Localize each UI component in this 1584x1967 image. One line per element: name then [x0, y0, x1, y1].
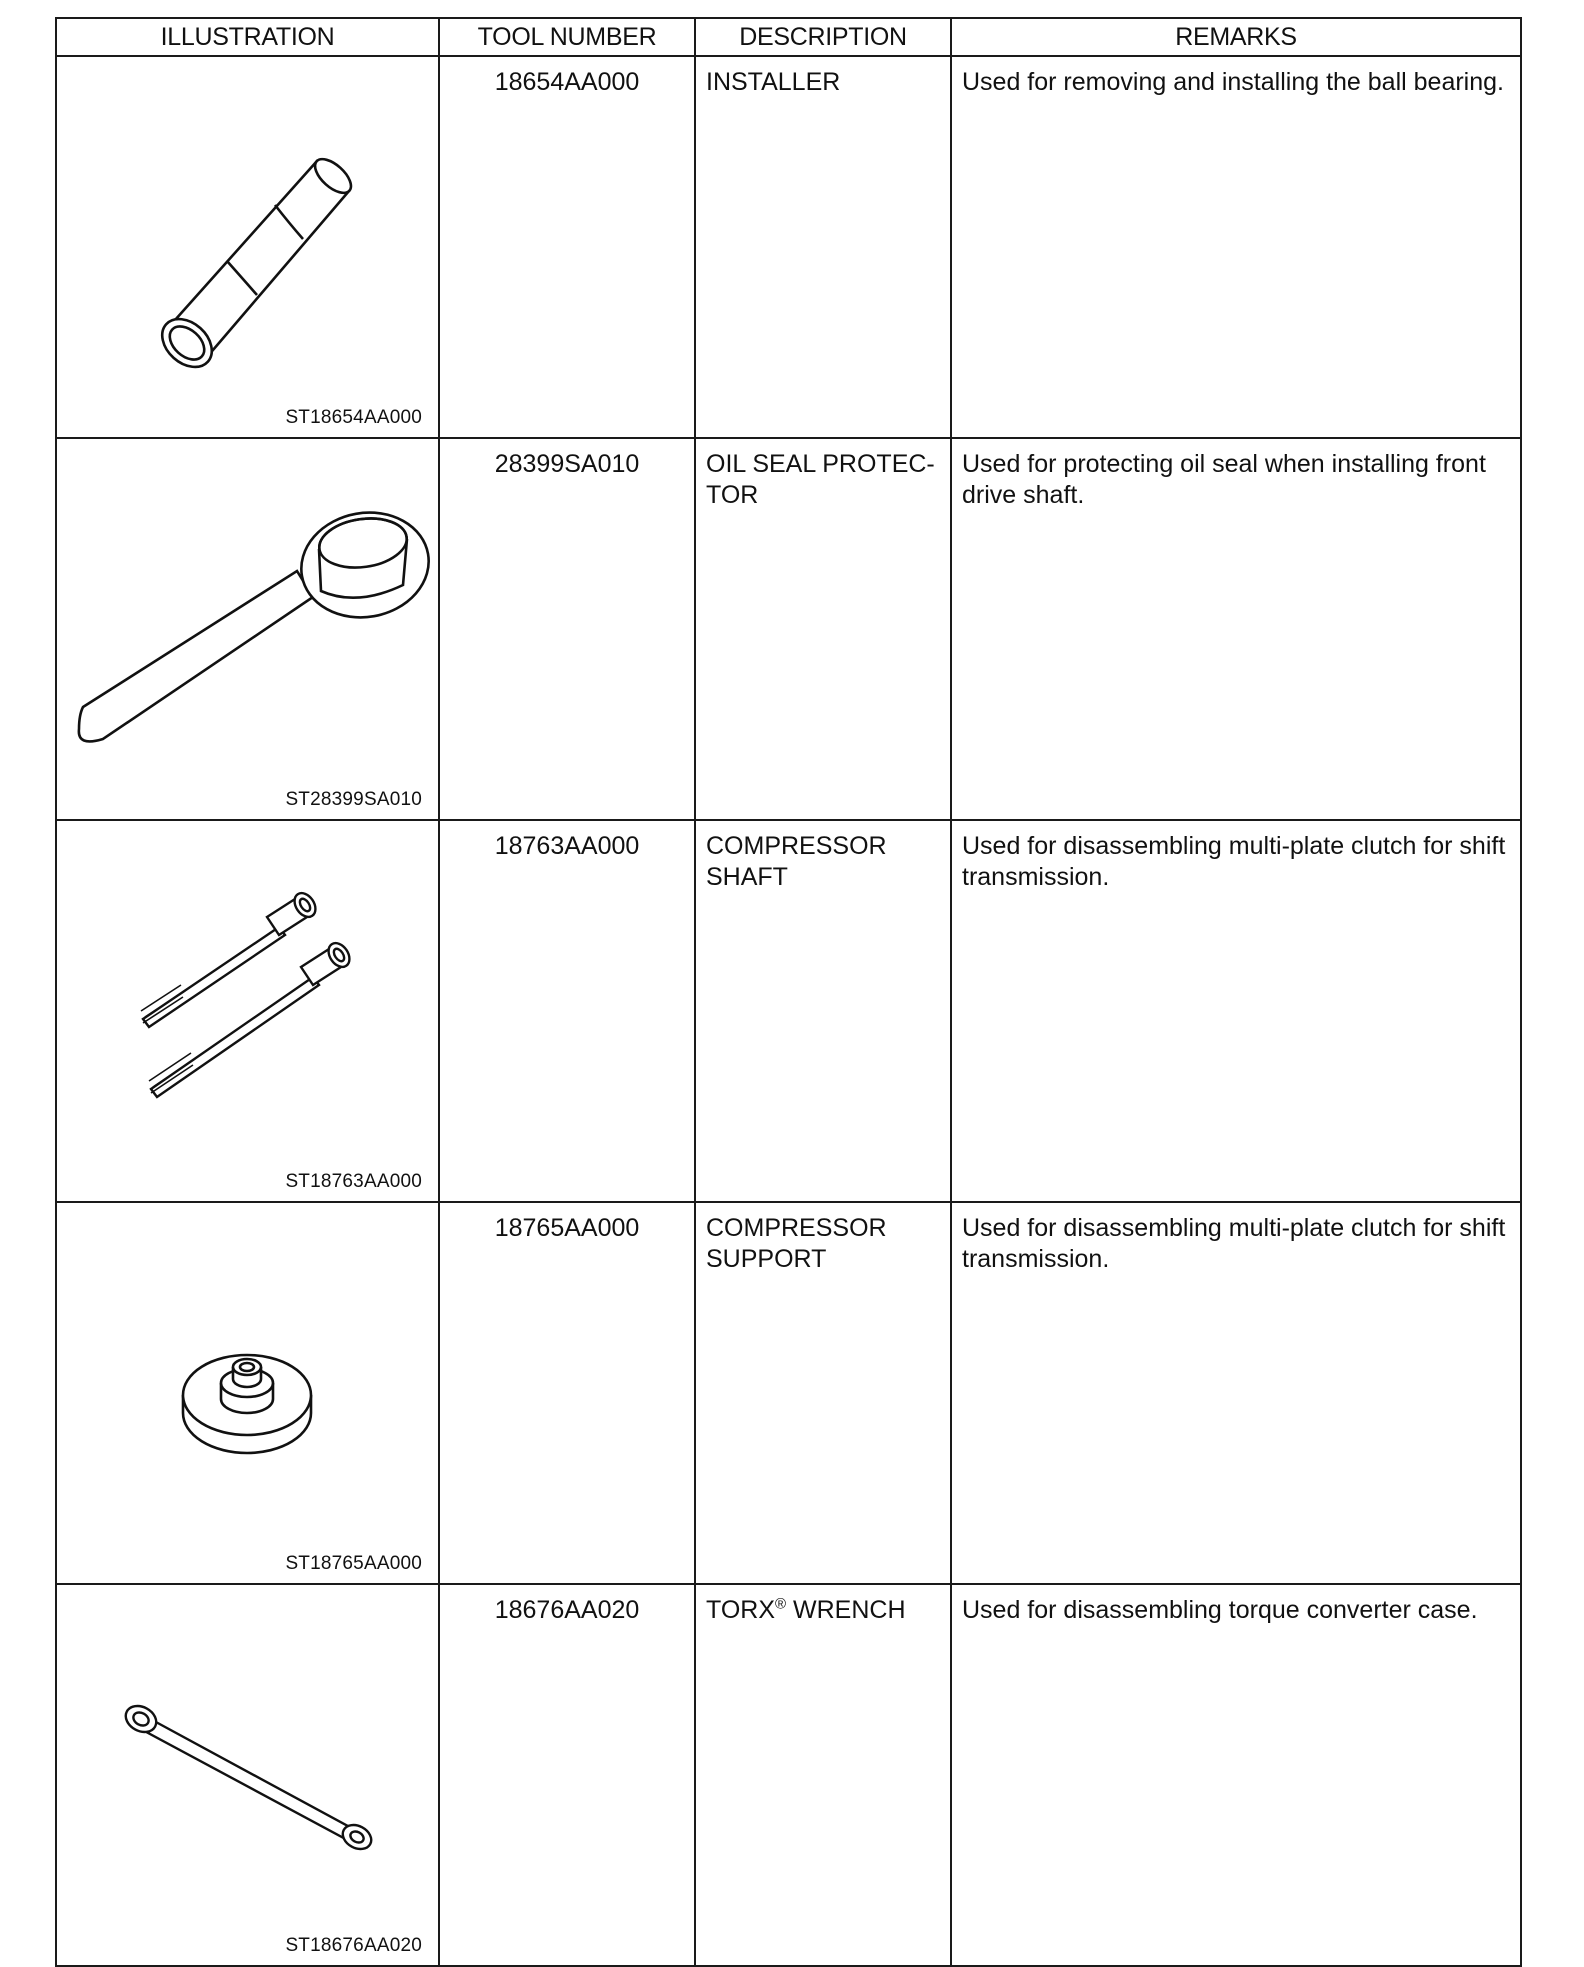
illustration-cell	[56, 1584, 439, 1966]
remarks-cell: Used for disassembling multi-plate clutch for shift transmission.	[951, 820, 1521, 1202]
compressor-shaft-icon	[57, 821, 438, 1193]
remarks-cell: Used for protecting oil seal when installing front drive shaft.	[951, 438, 1521, 820]
description-cell: TORX® WRENCH	[695, 1584, 951, 1966]
header-illustration: ILLUSTRATION	[56, 18, 439, 56]
illustration-code: ST28399SA010	[285, 789, 422, 810]
tool-number-cell: 18763AA000	[439, 820, 695, 1202]
tool-number-cell: 18676AA020	[439, 1584, 695, 1966]
remarks-cell: Used for disassembling torque converter case.	[951, 1584, 1521, 1966]
remarks-cell: Used for removing and installing the ball bearing.	[951, 56, 1521, 438]
description-cell: COMPRESSOR SUPPORT	[695, 1202, 951, 1584]
table-row	[56, 1584, 1521, 1966]
tool-number-cell: 18654AA000	[439, 56, 695, 438]
description-cell: INSTALLER	[695, 56, 951, 438]
illustration-cell	[56, 820, 439, 1202]
table-row	[56, 820, 1521, 1202]
illustration-code: ST18676AA020	[285, 1935, 422, 1956]
illustration-code: ST18765AA000	[285, 1553, 422, 1574]
compressor-support-icon	[57, 1203, 438, 1575]
illustration-cell	[56, 56, 439, 438]
header-row	[56, 18, 1521, 56]
table-row	[56, 56, 1521, 438]
tool-number-cell: 28399SA010	[439, 438, 695, 820]
illustration-code: ST18763AA000	[285, 1171, 422, 1192]
header-description: DESCRIPTION	[695, 18, 951, 56]
description-cell: OIL SEAL PROTEC- TOR	[695, 438, 951, 820]
torx-wrench-icon	[57, 1585, 438, 1957]
remarks-cell: Used for disassembling multi-plate clutch for shift transmission.	[951, 1202, 1521, 1584]
oil-seal-protector-icon	[57, 439, 438, 811]
illustration-cell	[56, 1202, 439, 1584]
installer-pipe-icon	[57, 57, 438, 429]
special-tools-table	[55, 17, 1522, 1967]
illustration-cell	[56, 438, 439, 820]
header-remarks: REMARKS	[951, 18, 1521, 56]
table-row	[56, 1202, 1521, 1584]
header-tool-number: TOOL NUMBER	[439, 18, 695, 56]
table-row	[56, 438, 1521, 820]
illustration-code: ST18654AA000	[285, 407, 422, 428]
tool-number-cell: 18765AA000	[439, 1202, 695, 1584]
description-cell: COMPRESSOR SHAFT	[695, 820, 951, 1202]
